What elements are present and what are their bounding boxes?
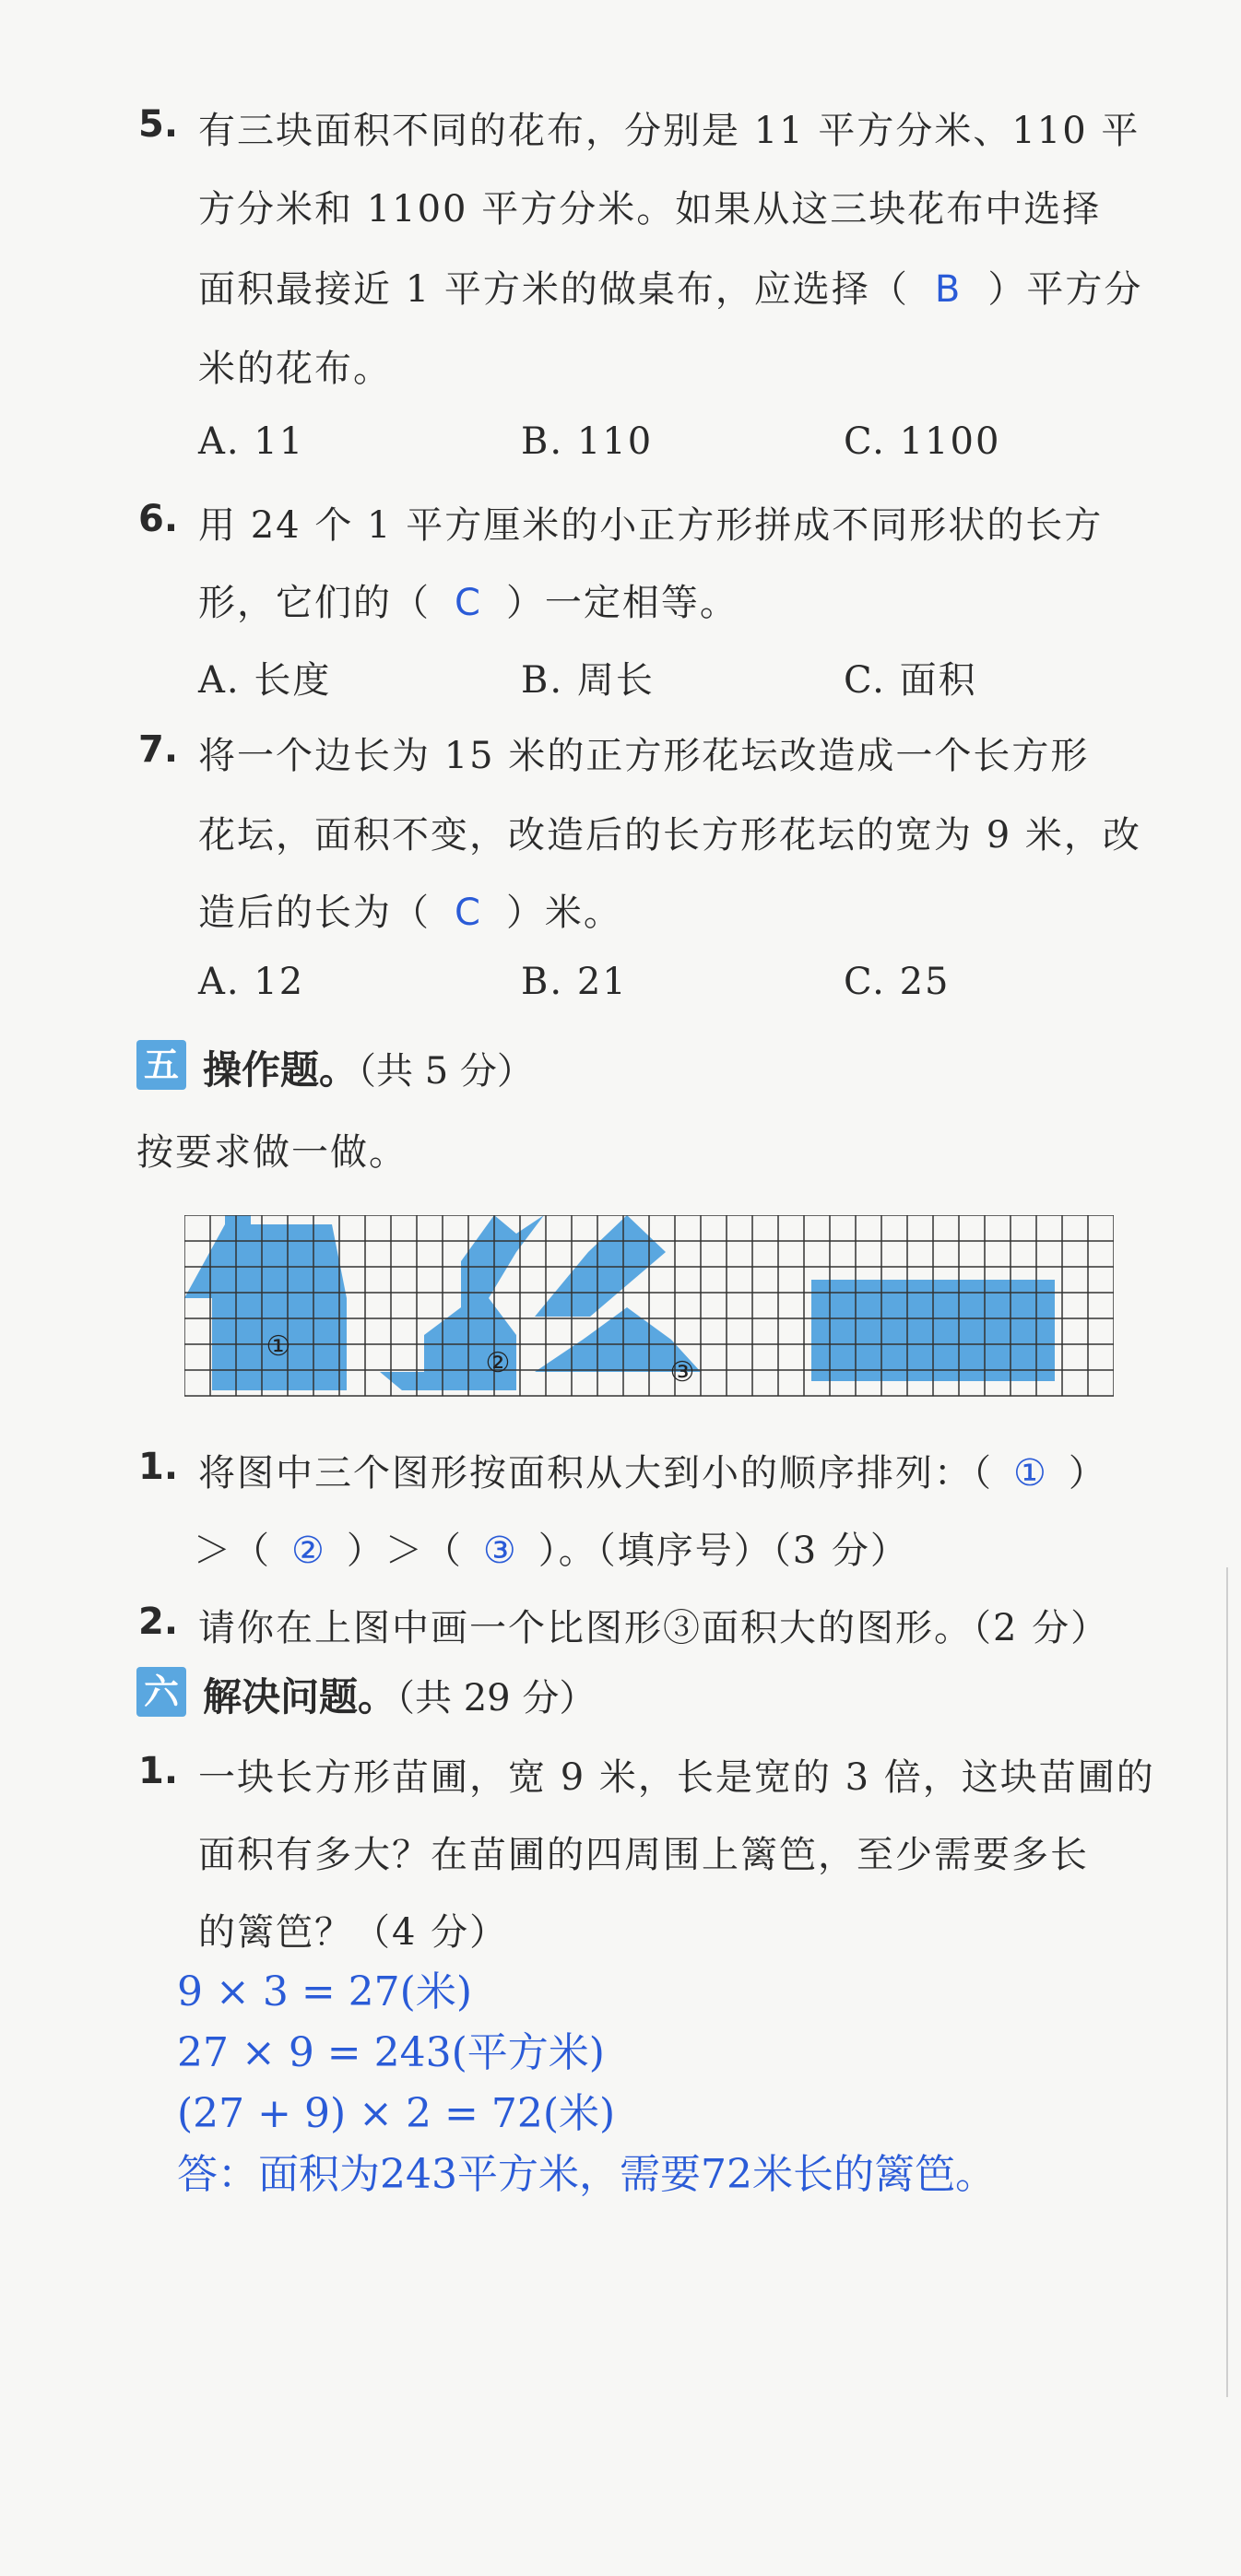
q6-line2: [198, 573, 739, 626]
p1-line2-b: ）＞（: [346, 1530, 463, 1572]
solution-answer: 答：面积为243平方米，需要72米长的篱笆。: [177, 2151, 996, 2198]
solution-line1: 9 × 3 = 27(米): [177, 1968, 472, 2015]
section5-badge: 五: [136, 1040, 186, 1090]
section5-title: [203, 1040, 534, 1095]
section6-badge: 六: [136, 1667, 186, 1717]
q7-option-b: B. 21: [521, 961, 628, 1003]
page-edge-rule: [1226, 1567, 1228, 2397]
q5-line4: 米的花布。: [198, 348, 392, 390]
section5-intro: 按要求做一做。: [136, 1131, 408, 1174]
q5-option-a: A. 11: [198, 420, 305, 463]
q7-line2: 花坛，面积不变，改造后的长方形花坛的宽为 9 米，改: [198, 814, 1141, 857]
q7-answer: C: [455, 892, 482, 934]
q7-option-a: A. 12: [198, 961, 305, 1003]
p2-number: 2.: [138, 1601, 179, 1643]
q7-option-c: C. 25: [844, 961, 951, 1003]
p1-answer1: ①: [1013, 1452, 1048, 1495]
figure2-label: ②: [485, 1347, 511, 1379]
q5-option-c: C. 1100: [844, 420, 1001, 463]
p1-answer3: ③: [482, 1530, 518, 1572]
q7-line3-b: ）米。: [505, 892, 622, 934]
s1-line3: 的篱笆？（4 分）: [198, 1911, 509, 1954]
q6-option-a: A. 长度: [198, 659, 332, 702]
q5-answer: B: [934, 268, 963, 311]
grid-figure: [184, 1215, 1114, 1400]
q6-line1: 用 24 个 1 平方厘米的小正方形拼成不同形状的长方: [198, 504, 1104, 547]
p1-answer2: ②: [291, 1530, 326, 1572]
p1-number: 1.: [138, 1446, 179, 1488]
section6-score-note: （共 29 分）: [396, 1677, 597, 1719]
q5-line3-b: ）平方分: [987, 268, 1143, 311]
section6-title-text: 解决问题。: [203, 1674, 397, 1719]
p1-line1: [198, 1444, 1107, 1496]
p1-line1-a: 将图中三个图形按面积从大到小的顺序排列：（: [198, 1452, 993, 1495]
q7-line1: 将一个边长为 15 米的正方形花坛改造成一个长方形: [198, 735, 1090, 777]
q6-answer: C: [455, 582, 482, 624]
q5-line3-a: 面积最接近 1 平方米的做桌布，应选择（: [198, 268, 909, 311]
p1-line1-b: ）: [1068, 1452, 1107, 1495]
s1-line2: 面积有多大？在苗圃的四周围上篱笆，至少需要多长: [198, 1834, 1089, 1876]
q5-number: 5.: [138, 103, 179, 146]
q7-line3: [198, 883, 622, 936]
q7-number: 7.: [138, 728, 179, 771]
q6-line2-a: 形，它们的（: [198, 582, 431, 624]
figure3-label: ③: [669, 1356, 695, 1388]
q5-line2: 方分米和 1100 平方分米。如果从这三块花布中选择: [198, 188, 1102, 230]
p1-line2-a: ＞（: [194, 1530, 271, 1572]
p2-text: 请你在上图中画一个比图形③面积大的图形。（2 分）: [198, 1607, 1110, 1649]
q6-line2-b: ）一定相等。: [505, 582, 739, 624]
q7-line3-a: 造后的长为（: [198, 892, 431, 934]
p1-line2-c: ）。（填序号）（3 分）: [538, 1530, 909, 1572]
figure3-shape-top: [535, 1215, 666, 1317]
q6-option-b: B. 周长: [521, 659, 655, 702]
section5-score-note: （共 5 分）: [358, 1050, 534, 1093]
q6-number: 6.: [138, 498, 179, 540]
solution-line3: (27 + 9) × 2 = 72(米): [177, 2090, 616, 2137]
q6-option-c: C. 面积: [844, 659, 977, 702]
q5-option-b: B. 110: [521, 420, 654, 463]
section6-title: [203, 1667, 596, 1722]
s1-number: 1.: [138, 1750, 179, 1792]
p1-line2: [194, 1521, 909, 1574]
section5-title-text: 操作题。: [203, 1047, 359, 1093]
q5-line1: 有三块面积不同的花布，分别是 11 平方分米、110 平: [198, 110, 1141, 152]
figure1-label: ①: [266, 1330, 291, 1363]
q5-line3: [198, 260, 1142, 313]
s1-line1: 一块长方形苗圃，宽 9 米，长是宽的 3 倍，这块苗圃的: [198, 1756, 1155, 1799]
solution-line2: 27 × 9 = 243(平方米): [177, 2029, 605, 2076]
